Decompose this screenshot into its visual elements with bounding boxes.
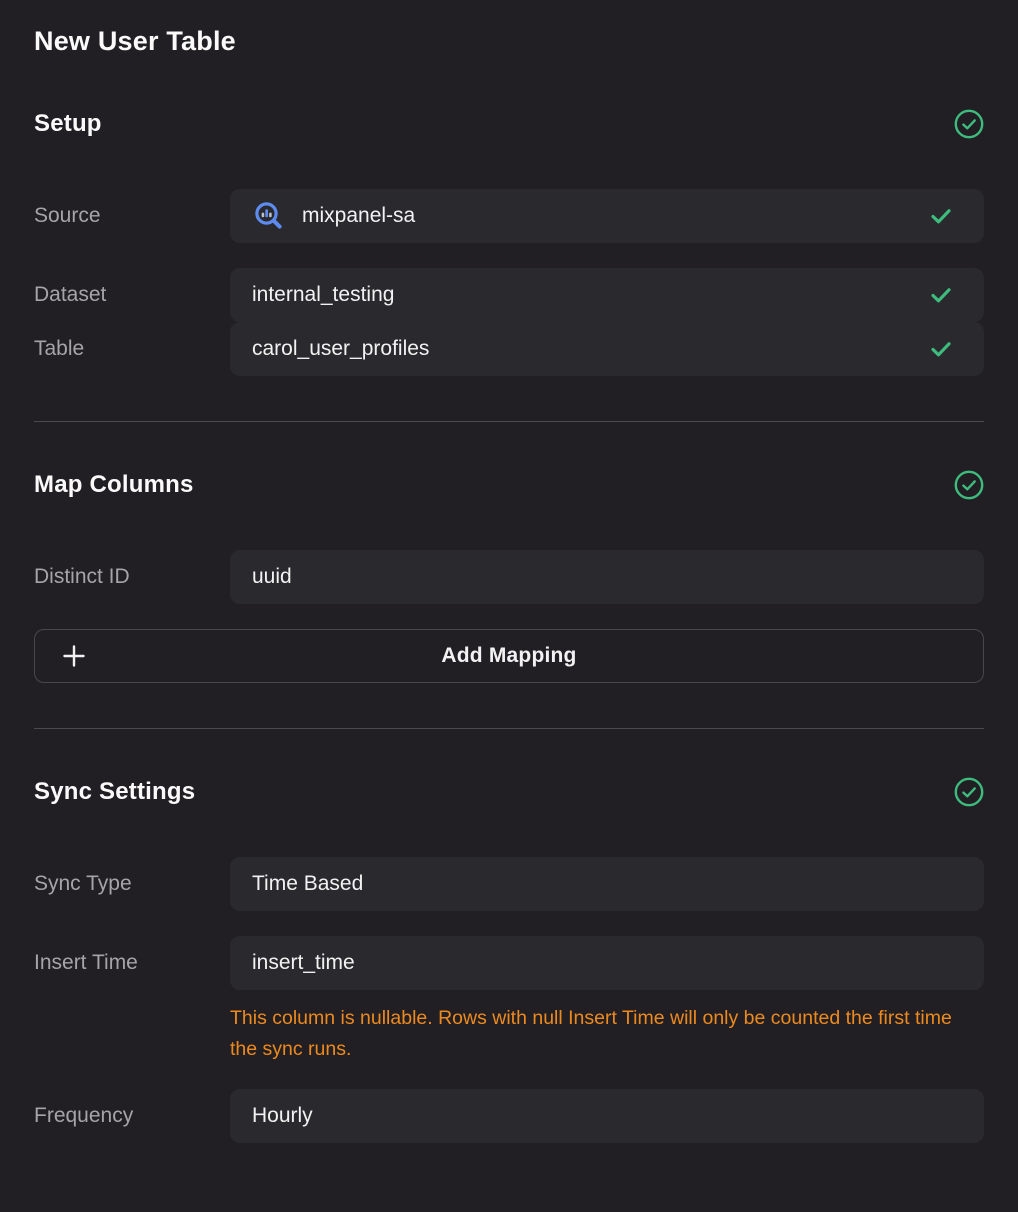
section-divider — [34, 421, 984, 422]
source-select[interactable] — [230, 189, 984, 243]
add-mapping-label: Add Mapping — [441, 644, 577, 667]
frequency-label: Frequency — [34, 1104, 134, 1127]
sync-type-select[interactable] — [230, 857, 984, 911]
frequency-select[interactable] — [230, 1089, 984, 1143]
table-select[interactable] — [230, 322, 984, 376]
sync-type-label: Sync Type — [34, 872, 132, 895]
section-setup — [34, 109, 984, 376]
check-circle-icon — [954, 470, 984, 500]
source-value: mixpanel-sa — [302, 204, 416, 227]
dataset-select[interactable] — [230, 268, 984, 322]
distinct-id-select[interactable] — [230, 550, 984, 604]
page-title: New User Table — [34, 26, 236, 56]
valid-check-icon — [928, 336, 954, 362]
distinct-id-label: Distinct ID — [34, 565, 130, 588]
section-divider — [34, 728, 984, 729]
insert-time-value: insert_time — [252, 951, 355, 974]
bigquery-icon — [252, 199, 286, 233]
insert-time-warning: This column is nullable. Rows with null Insert Time will only be counted the first time the sync runs. — [230, 1007, 952, 1060]
table-label: Table — [34, 337, 85, 360]
frequency-value: Hourly — [252, 1104, 313, 1127]
add-mapping-button[interactable] — [34, 629, 984, 683]
check-circle-icon — [954, 777, 984, 807]
insert-time-select[interactable] — [230, 936, 984, 990]
section-title-sync-settings: Sync Settings — [34, 778, 196, 805]
dataset-value: internal_testing — [252, 283, 395, 306]
dataset-label: Dataset — [34, 283, 107, 306]
check-circle-icon — [954, 109, 984, 139]
section-title-setup: Setup — [34, 110, 102, 137]
sync-type-value: Time Based — [252, 872, 364, 895]
source-label: Source — [34, 204, 101, 227]
valid-check-icon — [928, 203, 954, 229]
section-map-columns — [34, 470, 984, 683]
valid-check-icon — [928, 282, 954, 308]
insert-time-label: Insert Time — [34, 951, 138, 974]
section-title-map-columns: Map Columns — [34, 471, 194, 498]
section-sync-settings — [34, 777, 984, 1143]
table-value: carol_user_profiles — [252, 337, 430, 360]
plus-icon — [61, 643, 87, 669]
distinct-id-value: uuid — [252, 565, 292, 588]
